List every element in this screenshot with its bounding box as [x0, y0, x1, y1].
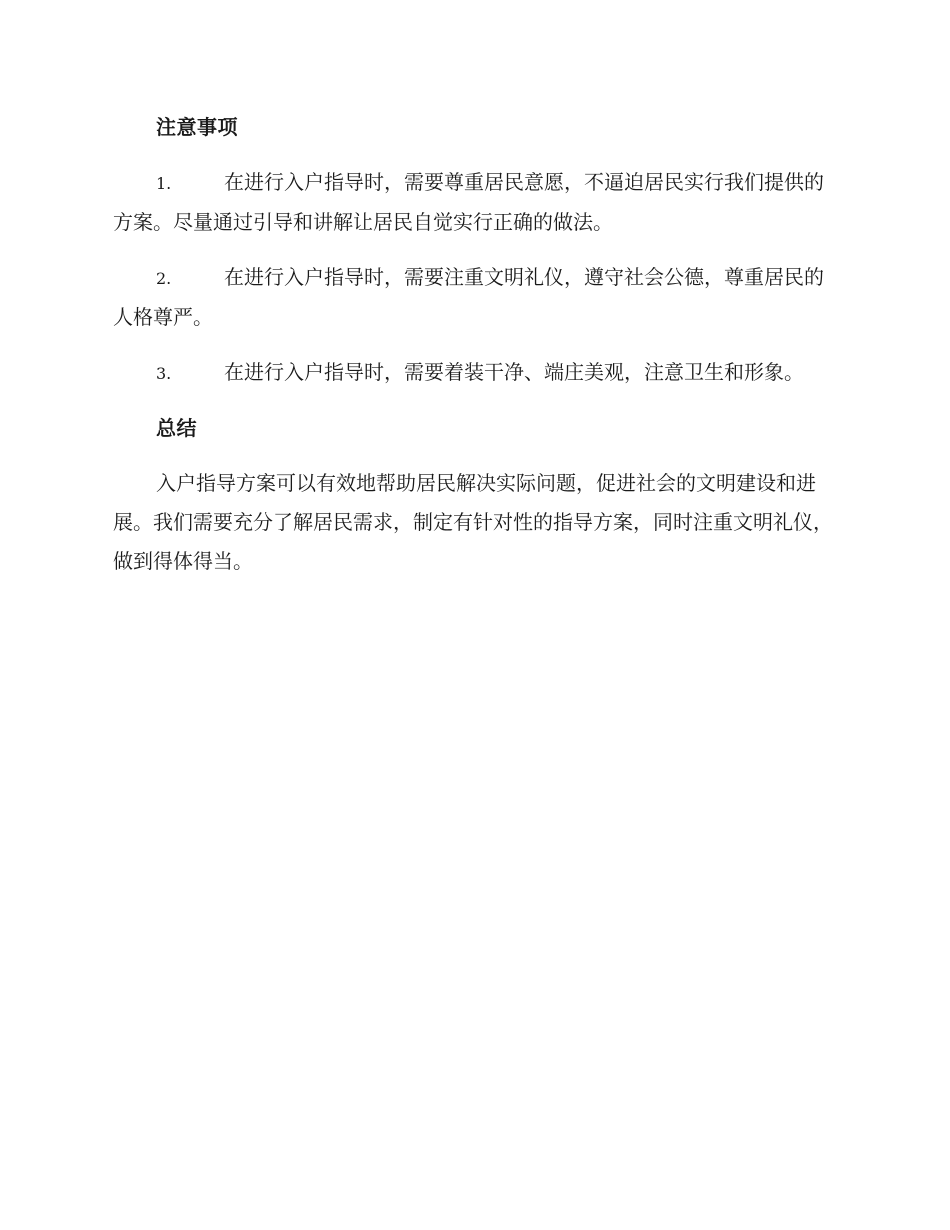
list-item-text: 在进行入户指导时，需要着装干净、端庄美观，注意卫生和形象。: [224, 360, 804, 384]
document-body: [113, 108, 833, 581]
list-item-text: 在进行入户指导时，需要尊重居民意愿，不逼迫居民实行我们提供的方案。尽量通过引导和讲解让居民自觉实行正确的做法。: [113, 170, 824, 234]
list-item: [113, 163, 833, 242]
list-item-number: 2.: [156, 269, 172, 288]
section-heading-precautions: 注意事项: [156, 115, 238, 139]
list-item-number: 3.: [156, 364, 172, 383]
list-item: [113, 258, 833, 337]
list-item-text: 在进行入户指导时，需要注重文明礼仪，遵守社会公德，尊重居民的人格尊严。: [113, 265, 824, 329]
list-item-number: 1.: [156, 174, 172, 193]
section-heading-summary: 总结: [156, 416, 197, 440]
list-item: [113, 353, 833, 393]
summary-paragraph: 入户指导方案可以有效地帮助居民解决实际问题，促进社会的文明建设和进展。我们需要充分了解居民需求，制定有针对性的指导方案，同时注重文明礼仪，做到得体得当。: [113, 471, 833, 573]
